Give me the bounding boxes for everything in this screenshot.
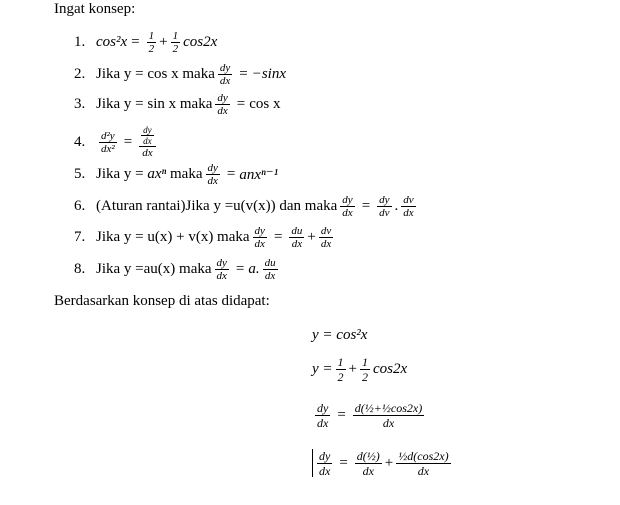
concept-item-4: 4. $\frac{\text{d²y}}{\text{dx²}}$ = $\frac{\frac{dy}{dx}}{dx}$ — [74, 124, 159, 160]
derived-line-3: $\frac{dy}{dx}$ = $\frac{\text{d(½+½cos2x)}}{dx}$ — [317, 400, 423, 430]
derived-line-2: y = $\frac{1}{2}$ + $\frac{1}{2}$ cos2x — [312, 354, 408, 384]
fraction: $\frac{1}{2}$ — [337, 354, 344, 384]
fraction: $\frac{du}{dx}$ — [291, 224, 303, 250]
item-number: 1. — [74, 33, 86, 50]
concept-item-5: 5. Jika y = axⁿ maka $\frac{dy}{dx}$ = anxⁿ⁻¹ — [74, 161, 279, 187]
fraction: $\frac{dv}{dx}$ — [320, 224, 332, 250]
fraction: $\frac{dy}{dx}$ — [254, 224, 265, 250]
concept-item-6: 6. (Aturan rantai)Jika y =u(v(x)) dan maka $\frac{dy}{dx}$ = $\frac{dy}{dv}$ . $\frac{dv}{dx}$ — [74, 193, 414, 219]
fraction: $\frac{1}{2}$ — [148, 29, 155, 55]
fraction: $\frac{dv}{dx}$ — [403, 193, 414, 219]
fraction: $\frac{dy}{dx}$ — [219, 61, 231, 87]
fraction: $\frac{1}{2}$ — [362, 354, 368, 384]
derived-line-4: $\frac{dy}{dx}$ = $\frac{\text{d(½)}}{dx}$ + $\frac{\text{½d(cos2x)}}{dx}$ — [312, 446, 454, 480]
item-lhs: cos²x — [96, 33, 128, 50]
fraction: $\frac{dy}{dx}$ — [317, 400, 329, 430]
fraction: $\frac{1}{2}$ — [172, 29, 179, 55]
fraction: $\frac{du}{dx}$ — [264, 256, 276, 282]
fraction: $\frac{dy}{dx}$ — [207, 161, 218, 187]
fraction: $\frac{\text{d(½+½cos2x)}}{dx}$ — [354, 400, 423, 430]
concept-item-1: 1. cos²x = $\frac{1}{2}$ + $\frac{1}{2}$ cos2x — [74, 29, 218, 55]
concept-item-3: 3. Jika y = sin x maka $\frac{dy}{dx}$ = cos x — [74, 91, 281, 117]
fraction: $\frac{dy}{dx}$ — [217, 91, 228, 117]
intro-heading: Ingat konsep: — [54, 1, 136, 17]
concept-item-8: 8. Jika y =au(x) maka $\frac{dy}{dx}$ = a. $\frac{du}{dx}$ — [74, 256, 276, 282]
concept-item-2: 2. Jika y = cos x maka $\frac{dy}{dx}$ = −sinx — [74, 61, 287, 87]
fraction: $\frac{dy}{dx}$ — [216, 256, 227, 282]
fraction: $\frac{\text{d(½)}}{dx}$ — [356, 448, 380, 478]
derived-heading: Berdasarkan konsep di atas didapat: — [54, 293, 270, 309]
fraction: $\frac{dy}{dx}$ — [319, 448, 331, 478]
nested-fraction: $\frac{\frac{dy}{dx}}{dx}$ — [139, 125, 156, 159]
text-cursor — [312, 449, 313, 477]
fraction: $\frac{\text{d²y}}{\text{dx²}}$ — [101, 129, 115, 155]
fraction: $\frac{dy}{dx}$ — [342, 193, 353, 219]
concept-item-7: 7. Jika y = u(x) + v(x) maka $\frac{dy}{dx}$ = $\frac{du}{dx}$ + $\frac{dv}{dx}$ — [74, 224, 332, 250]
derived-line-1: y = cos²x — [312, 326, 368, 343]
fraction: $\frac{\text{½d(cos2x)}}{dx}$ — [398, 448, 449, 478]
fraction: $\frac{dy}{dv}$ — [379, 193, 390, 219]
